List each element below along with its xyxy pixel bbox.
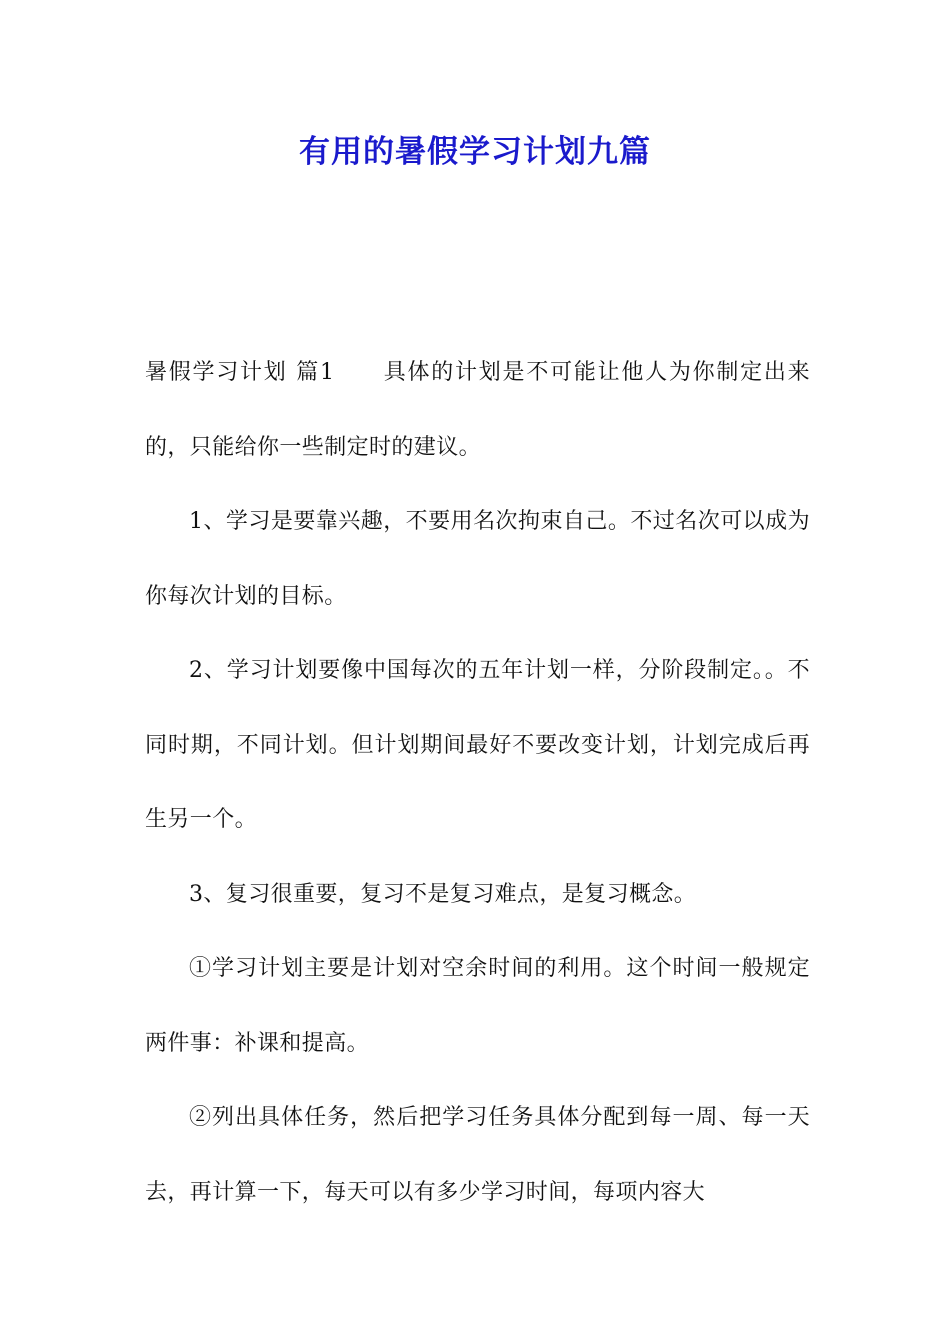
document-body xyxy=(145,336,810,1230)
paragraph: 1、学习是要靠兴趣，不要用名次拘束自己。不过名次可以成为你每次计划的目标。 xyxy=(145,509,810,609)
document-title: 有用的暑假学习计划九篇 xyxy=(299,134,651,170)
paragraph-intro xyxy=(145,336,810,485)
paragraph: ②列出具体任务，然后把学习任务具体分配到每一周、每一天去，再计算一下，每天可以有多少学习时间，每项内容大 xyxy=(145,1105,810,1205)
paragraph-text: 具体的计划是不可能让他人为你制定出来的，只能给你一些制定时的建议。 xyxy=(145,360,811,460)
section-heading: 暑假学习计划 篇1 xyxy=(145,360,335,385)
paragraph: 2、学习计划要像中国每次的五年计划一样，分阶段制定。。不同时期，不同计划。但计划期间最好不要改变计划，计划完成后再生另一个。 xyxy=(145,658,810,832)
paragraph: 3、复习很重要，复习不是复习难点，是复习概念。 xyxy=(189,881,697,907)
paragraph: ①学习计划主要是计划对空余时间的利用。这个时间一般规定两件事：补课和提高。 xyxy=(145,956,810,1056)
